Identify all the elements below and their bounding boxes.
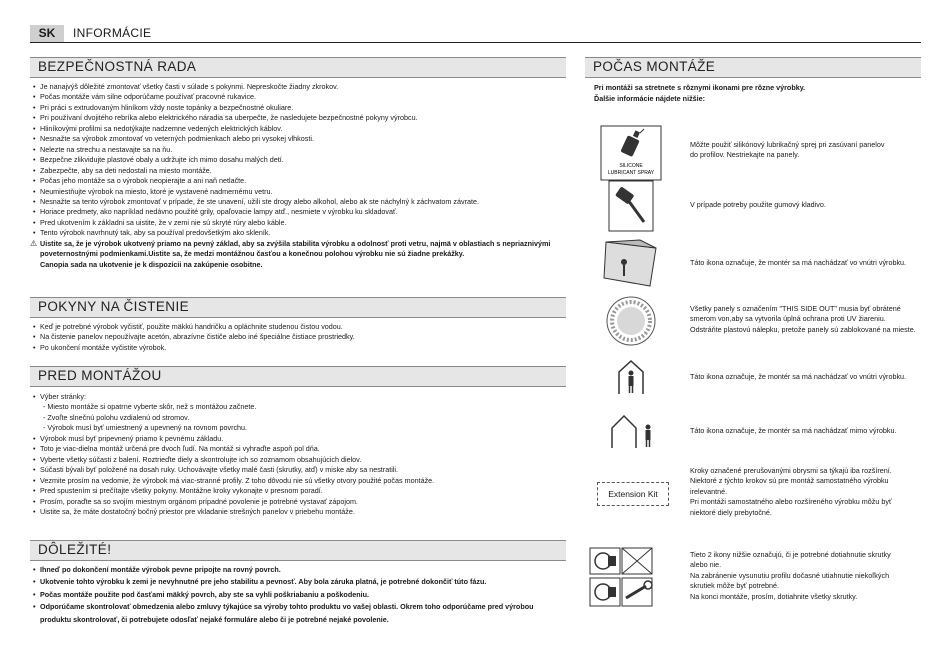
list-item: • Ihneď po dokončení montáže výrobok pevne pripojte na rovný povrch. [32, 564, 560, 576]
list-item: • Neumiestňujte výrobok na miesto, ktoré je vystavené nadmernému vetru. [32, 187, 570, 197]
list-item: • Vyberte všetky súčasti z balení. Roztrieďte diely a skontrolujte ich so zoznamom obsahujúcich dielov. [32, 455, 434, 465]
icon-description [690, 258, 920, 268]
list-item: • Nesnažte sa výrobok zmontovať vo veterných podmienkach alebo pri vysokej vlhkosti. [32, 134, 570, 144]
list-item: • Po ukončení montáže vyčistite výrobok. [32, 343, 355, 353]
intro-line: Ďalšie informácie nájdete nižšie: [594, 93, 706, 103]
desc-text: Táto ikona označuje, že montér sa má nachádzať mimo výrobku. [690, 426, 897, 435]
list-item: • Hliníkovými profilmi sa nedotýkajte nadzemne vedených elektrických káblov. [32, 124, 570, 134]
list-item: • Keď je potrebné výrobok vyčistiť, použite mäkkú handričku a opláchnite studenou čistou vodou. [32, 322, 355, 332]
list-item: • Počas montáže vám silne odporúčame používať pracovné rukavice. [32, 92, 570, 102]
warning-item: ⚠ Uistite sa, že je výrobok ukotvený priamo na pevný základ, aby sa zvýšila stabilita výrobku a odolnosť proti vetru, najmä v oblastiach s nepriaznivými poveternostnými podmienkami.Uistite sa, že medzi montážnou časťou a konečnou polohou výrobku nie sú žiadne prekážky. [32, 239, 570, 260]
list-item: • Odporúčame skontrolovať obmedzenia alebo zmluvy týkajúce sa výroby tohto produktu vo vašej oblasti. Okrem toho odporúčame pred výrobou produktu skontrolovať, či potrebujete odosľať nejaké formuláre alebo či je potrebné nejaké povolenie. [32, 601, 560, 626]
icon-description [690, 200, 920, 210]
list-item: • Tento výrobok navrhnutý tak, aby sa používal predovšetkým ako skleník. [32, 228, 570, 238]
house-person-inside-icon [600, 356, 662, 396]
language-badge: SK [30, 25, 64, 42]
section-before-header [30, 366, 566, 387]
icon-description [690, 550, 920, 602]
extension-kit-icon [597, 482, 669, 506]
icon-description [690, 466, 920, 518]
list-item: • Horiace predmety, ako napríklad nedávno použité grily, opaľovacie lampy atď., nesmiete v výrobku ku skladovať. [32, 207, 570, 217]
section-title: POKYNY NA ČISTENIE [38, 299, 189, 314]
list-item: • Pred ukotvením k základni sa uistite, že v zemi nie sú skryté rúry alebo káble. [32, 218, 570, 228]
list-item: • Pri používaní dvojitého rebríka alebo elektrického náradia sa uberpečte, že nasledujete bezpečnostné pokyny výrobcu. [32, 113, 570, 123]
during-intro [594, 83, 805, 104]
list-item: • Bezpečne zlikvidujte plastové obaly a udržujte ich mimo dosahu malých detí. [32, 155, 570, 165]
list-item: • Nesnažte sa tento výrobok zmontovať v prípade, že ste unavení, užili ste drogy alebo alkohol, alebo ak ste náchylný k záchvatom závrate. [32, 197, 570, 207]
list-item: • Súčasti bývali byť položené na dosah ruky. Uchovávajte všetky malé časti (skrutky, atď) v miske aby sa nestratili. [32, 465, 434, 475]
list-item: • Vezmite prosím na vedomie, že výrobok má viac-stranné profily. Z toho dôvodu nie sú všetky otvory použité počas montáže. [32, 476, 434, 486]
extension-kit-label: Extension Kit [608, 489, 658, 499]
list-item: • Prosím, poraďte sa so svojím miestnym orgánom prípadné povolenie je potrebné vystavať zápojom. [32, 497, 434, 507]
list-item: • Uistite sa, že máte dostatočný bočný priestor pre vkladanie strešných panelov v priebehu montáže. [32, 507, 434, 517]
warning-note: Canopia sada na ukotvenie je k dispozícii na zakúpenie osobitne. [40, 259, 263, 269]
section-safety-header [30, 57, 566, 78]
svg-text:SILICONE: SILICONE [619, 163, 643, 169]
section-title: POČAS MONTÁŽE [593, 59, 716, 74]
rubber-mallet-icon [600, 180, 662, 232]
desc-text: Táto ikona označuje, že montér sa má nachádzať vo vnútri výrobku. [690, 258, 907, 267]
list-item: • Výrobok musí byť pripevnený priamo k pevnému základu. [32, 434, 434, 444]
header-bar [30, 25, 921, 43]
cleaning-list [32, 322, 355, 353]
important-list [32, 564, 560, 626]
sub-item: - Výrobok musí byť umiestnený a upevnený na rovnom povrchu. [43, 423, 248, 433]
list-item: • Toto je viac-dielna montáž určená pre dvoch ľudí. Na montáž si vyhraďte aspoň pol dňa. [32, 444, 434, 454]
house-person-outside-icon [600, 410, 662, 450]
person-inside-icon [600, 238, 662, 290]
list-item: • Na čistenie panelov nepoužívajte acetón, abrazívne čističe alebo iné špeciálne čistiace prostriedky. [32, 332, 355, 342]
sun-icon [600, 294, 662, 348]
list-item: • Ukotvenie tohto výrobku k zemi je nevyhnutné pre jeho stabilitu a pevnosť. Aby bola záruka platná, je potrebné dokončiť túto fázu. [32, 576, 560, 588]
desc-text: V prípade potreby použite gumový kladivo. [690, 200, 826, 209]
desc-text: Kroky označené prerušovanými obrysmi sa týkajú iba rozšírení. Niektoré z týchto krokov sú pre montáž samostatného výrobku irelevantné. Pri montáži samostatného alebo rozšíreného výrobku môžu byť niektoré diely prebytočné. [690, 466, 892, 517]
icon-description [690, 140, 920, 161]
intro-line: Pri montáži sa stretnete s rôznymi ikonami pre rôzne výrobky. [594, 83, 806, 92]
before-list [32, 392, 434, 517]
list-item: • Nelezte na strechu a nestavajte sa na ňu. [32, 145, 570, 155]
page-title: INFORMÁCIE [73, 26, 152, 40]
section-important-header [30, 540, 566, 561]
section-during-header [585, 57, 921, 78]
desc-text: Môžte použiť silikónový lubrikačný sprej pri zasúvaní panelov do profilov. Nestriekajte na panely. [690, 140, 885, 160]
safety-list [32, 82, 570, 270]
svg-text:LUBRICANT SPRAY: LUBRICANT SPRAY [607, 170, 655, 176]
icon-description [690, 426, 920, 436]
icon-description [690, 372, 920, 382]
icon-description [690, 304, 920, 335]
screw-tighten-icon [586, 546, 676, 608]
list-item: • Je nanajvýš dôležité zmontovať všetky časti v súlade s pokynmi. Nepreskočte žiadny zkrokov. [32, 82, 570, 92]
desc-text: Všetky panely s označením "THIS SIDE OUT" musia byť obrátené smerom von,aby sa vytvorila úplná ochrana proti UV žiareniu. Odstráňte plastovú nálepku, pretože panely sú zablokované na mieste. [690, 304, 916, 334]
section-title: BEZPEČNOSTNÁ RADA [38, 59, 197, 74]
desc-text: Tieto 2 ikony nižšie označujú, či je potrebné dotiahnutie skrutky alebo nie. Na zabránenie vysunutiu profilu dočasné utiahnutie niekoľkých skrutiek môže byť potrebné. Na konci montáže, prosím, dotiahnite všetky skrutky. [690, 550, 891, 601]
section-title: DÔLEŽITÉ! [38, 542, 112, 557]
list-item: • Výber stránky: [32, 392, 434, 402]
list-item: • Zabezpečte, aby sa deti nedostali na miesto montáže. [32, 166, 570, 176]
list-item: • Pri práci s extrudovaným hliníkom vždy noste topánky a bezpečnostné okuliare. [32, 103, 570, 113]
list-item: • Počas jeho montáže sa o výrobok neopierajte a ani naň netlačte. [32, 176, 570, 186]
sub-item: - Miesto montáže si opatrne vyberte skôr, než s montážou začnete. [43, 402, 257, 412]
list-item: • Pred spustením si prečítajte všetky pokyny. Montážne kroky vykonajte v presnom poradí. [32, 486, 434, 496]
desc-text: Táto ikona označuje, že montér sa má nachádzať vo vnútri výrobku. [690, 372, 907, 381]
section-cleaning-header [30, 297, 566, 318]
section-title: PRED MONTÁŽOU [38, 368, 162, 383]
silicone-spray-icon [600, 125, 662, 181]
list-item: • Počas montáže použite pod časťami mäkký povrch, aby ste sa vyhli poškriabaniu a poškodeniu. [32, 589, 560, 601]
sub-item: - Zvoľte slnečnú polohu vzdialenú od stromov. [43, 412, 190, 422]
